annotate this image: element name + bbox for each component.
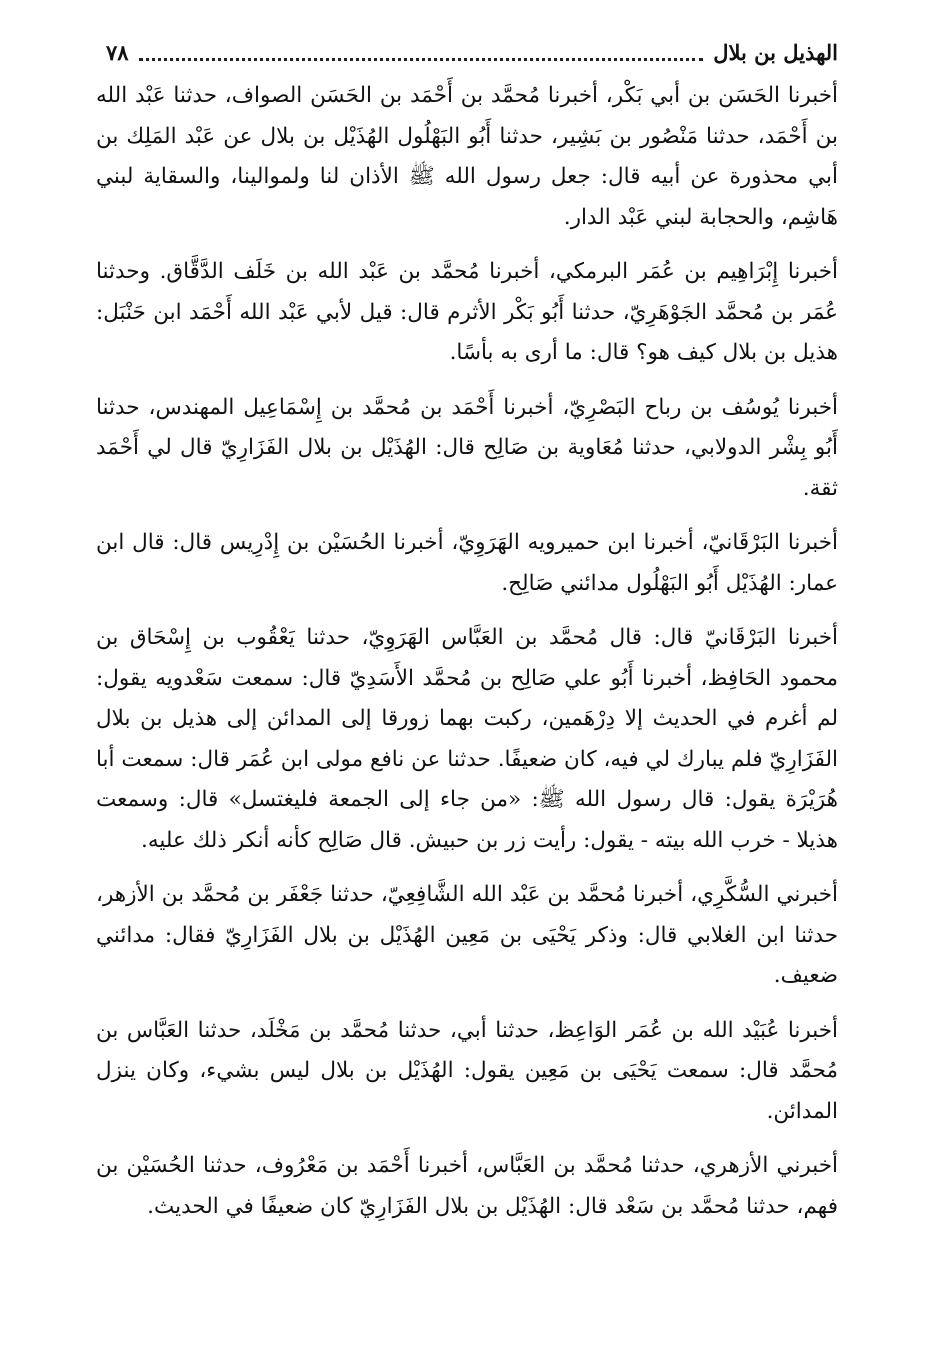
narration-paragraph: أخبرنا يُوسُف بن رباح البَصْرِيّ، أخبرنا أَحْمَد بن مُحمَّد بن إِسْمَاعِيل المهندس، حدثنا أَبُو بِشْر الدولابي، حدثنا مُعَاوية بن صَالِح قال: الهُذَيْل بن بلال الفَزَارِيّ قال لي أَحْمَد ثقة. xyxy=(96,394,838,501)
book-page xyxy=(96,30,838,1330)
narration-paragraph: أخبرنا البَرْقَانيّ، أخبرنا ابن حميرويه الهَرَوِيّ، أخبرنا الحُسَيْن بن إِدْرِيس قال: قال ابن عمار: الهُذَيْل أَبُو البَهْلُول مدائني صَالِح. xyxy=(96,530,838,596)
page-number: ٧٨ xyxy=(106,40,129,65)
running-head xyxy=(96,30,838,68)
narration-paragraph: أخبرنا عُبَيْد الله بن عُمَر الوَاعِظ، حدثنا أبي، حدثنا مُحمَّد بن مَخْلَد، حدثنا العَبَّاس بن مُحمَّد قال: سمعت يَحْيَى بن مَعِين يقول: الهُذَيْل بن بلال ليس بشيء، وكان ينزل المدائن. xyxy=(96,1017,838,1124)
running-head-title: الهذيل بن بلال xyxy=(713,40,838,65)
narration-paragraph: أخبرنا الحَسَن بن أبي بَكْر، أخبرنا مُحمَّد بن أَحْمَد بن الحَسَن الصواف، حدثنا عَبْد الله بن أَحْمَد، حدثنا مَنْصُور بن بَشِير، حدثنا أَبُو البَهْلُول الهُذَيْل بن بلال عن عَبْد المَلِك بن أبي محذورة عن أبيه قال: جعل رسول الله ﷺ الأذان لنا ولموالينا، والسقاية لبني هَاشِم، والحجابة لبني عَبْد الدار. xyxy=(96,83,838,230)
narration-paragraph: أخبرني السُّكَّرِي، أخبرنا مُحمَّد بن عَبْد الله الشَّافِعِيّ، حدثنا جَعْفَر بن مُحمَّد بن الأزهر، حدثنا ابن الغلابي قال: وذكر يَحْيَى بن مَعِين الهُذَيْل بن بلال الفَزَارِيّ فقال: مدائني ضعيف. xyxy=(96,882,838,988)
narration-paragraph: أخبرني الأزهري، حدثنا مُحمَّد بن العَبَّاس، أخبرنا أَحْمَد بن مَعْرُوف، حدثنا الحُسَيْن بن فهم، حدثنا مُحمَّد بن سَعْد قال: الهُذَيْل بن بلال الفَزَارِيّ كان ضعيفًا في الحديث. xyxy=(96,1153,838,1219)
body-text xyxy=(96,76,838,1227)
narration-paragraph: أخبرنا إِبْرَاهِيم بن عُمَر البرمكي، أخبرنا مُحمَّد بن عَبْد الله بن خَلَف الدَّقَّاق. وحدثنا عُمَر بن مُحمَّد الجَوْهَرِيّ، حدثنا أَبُو بَكْر الأثرم قال: قيل لأبي عَبْد الله أَحْمَد ابن حَنْبَل: هذيل بن بلال كيف هو؟ قال: ما أرى به بأسًا. xyxy=(96,259,838,365)
dotted-leader xyxy=(139,58,704,61)
narration-paragraph: أخبرنا البَرْقَانيّ قال: قال مُحمَّد بن العَبَّاس الهَرَوِيّ، حدثنا يَعْقُوب بن إِسْحَاق بن محمود الحَافِظ، أخبرنا أَبُو علي صَالِح بن مُحمَّد الأَسَدِيّ قال: سمعت سَعْدويه يقول: لم أغرم في الحديث إلا دِرْهَمين، ركبت بهما زورقا إلى المدائن إلى هذيل بن بلال الفَزَارِيّ فلم يبارك لي فيه، كان ضعيفًا. حدثنا عن نافع مولى ابن عُمَر قال: سمعت أبا هُرَيْرَة يقول: قال رسول الله ﷺ: «من جاء إلى الجمعة فليغتسل» قال: وسمعت هذيلا - خرب الله بيته - يقول: رأيت زر بن حبيش. قال صَالِح كأنه أنكر ذلك عليه. xyxy=(96,625,838,853)
